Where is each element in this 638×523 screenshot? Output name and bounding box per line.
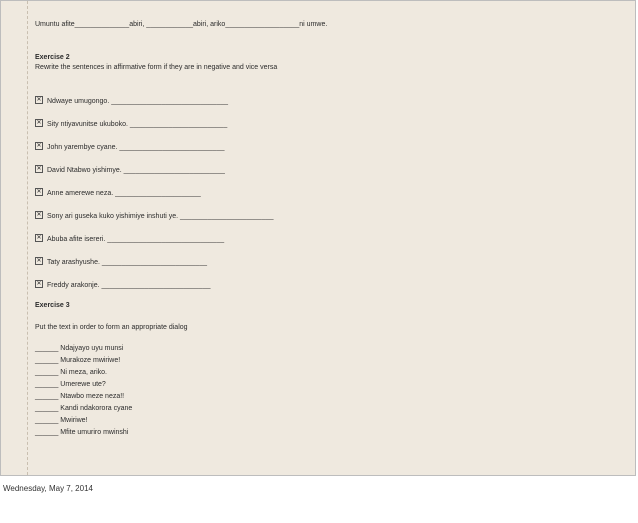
checkbox-icon[interactable]: ✕ (36, 258, 42, 265)
checkbox-icon[interactable]: ✕ (36, 189, 42, 196)
exercise2-item (35, 258, 207, 267)
dialog-line: ______ Umerewe ute? (35, 381, 106, 388)
checkbox-icon[interactable]: ✕ (36, 281, 42, 288)
checkbox-icon[interactable]: ✕ (36, 166, 42, 173)
intro-line: Umuntu afite______________abiri, ____________abiri, ariko___________________ni umwe. (35, 21, 328, 28)
exercise2-item (35, 235, 224, 244)
exercise2-item-text: Sity ntiyavunitse ukuboko. _________________________ (47, 121, 228, 128)
exercise2-item (35, 189, 201, 198)
checkbox-icon[interactable]: ✕ (36, 143, 42, 150)
exercise3-title: Exercise 3 (35, 302, 70, 309)
checkbox-icon[interactable]: ✕ (36, 97, 42, 104)
checkbox-icon[interactable]: ✕ (36, 212, 42, 219)
exercise2-item-text: Freddy arakonje. ____________________________ (47, 282, 211, 289)
dialog-line: ______ Ntawbo meze neza!! (35, 393, 125, 400)
dialog-line: ______ Mfite umuriro mwinshi (35, 429, 129, 436)
dialog-line: ______ Murakoze mwiriwe! (35, 357, 121, 364)
dialog-line: ______ Mwiriwe! (35, 417, 88, 424)
dialog-line: ______ Ndajyayo uyu munsi (35, 345, 124, 352)
footer-date: Wednesday, May 7, 2014 (3, 484, 93, 493)
exercise2-item-text: Taty arashyushe. ___________________________ (47, 259, 207, 266)
exercise2-instruction: Rewrite the sentences in affirmative form if they are in negative and vice versa (35, 64, 278, 71)
exercise2-item (35, 97, 228, 106)
checkbox-icon[interactable]: ✕ (36, 120, 42, 127)
margin-rule (27, 1, 28, 475)
exercise2-item-text: Anne amerewe neza. ______________________ (47, 190, 201, 197)
exercise2-item (35, 166, 225, 175)
exercise2-item-text: Sony ari guseka kuko yishimiye inshuti ye. ________________________ (47, 213, 274, 220)
exercise2-item-text: John yarembye cyane. ___________________________ (47, 144, 225, 151)
exercise2-item (35, 120, 227, 129)
exercise2-item (35, 212, 274, 221)
checkbox-icon[interactable]: ✕ (36, 235, 42, 242)
exercise2-title: Exercise 2 (35, 54, 70, 61)
exercise2-item (35, 281, 210, 290)
exercise3-instruction: Put the text in order to form an appropriate dialog (35, 324, 188, 331)
exercise2-item-text: Abuba afite isereri. ______________________________ (47, 236, 225, 243)
dialog-line: ______ Ni meza, ariko. (35, 369, 107, 376)
exercise2-item-text: Ndwaye umugongo. ______________________________ (47, 98, 228, 105)
exercise2-item-text: David Ntabwo yishimye. __________________________ (47, 167, 225, 174)
dialog-line: ______ Kandi ndakorora cyane (35, 405, 133, 412)
exercise2-item (35, 143, 225, 152)
